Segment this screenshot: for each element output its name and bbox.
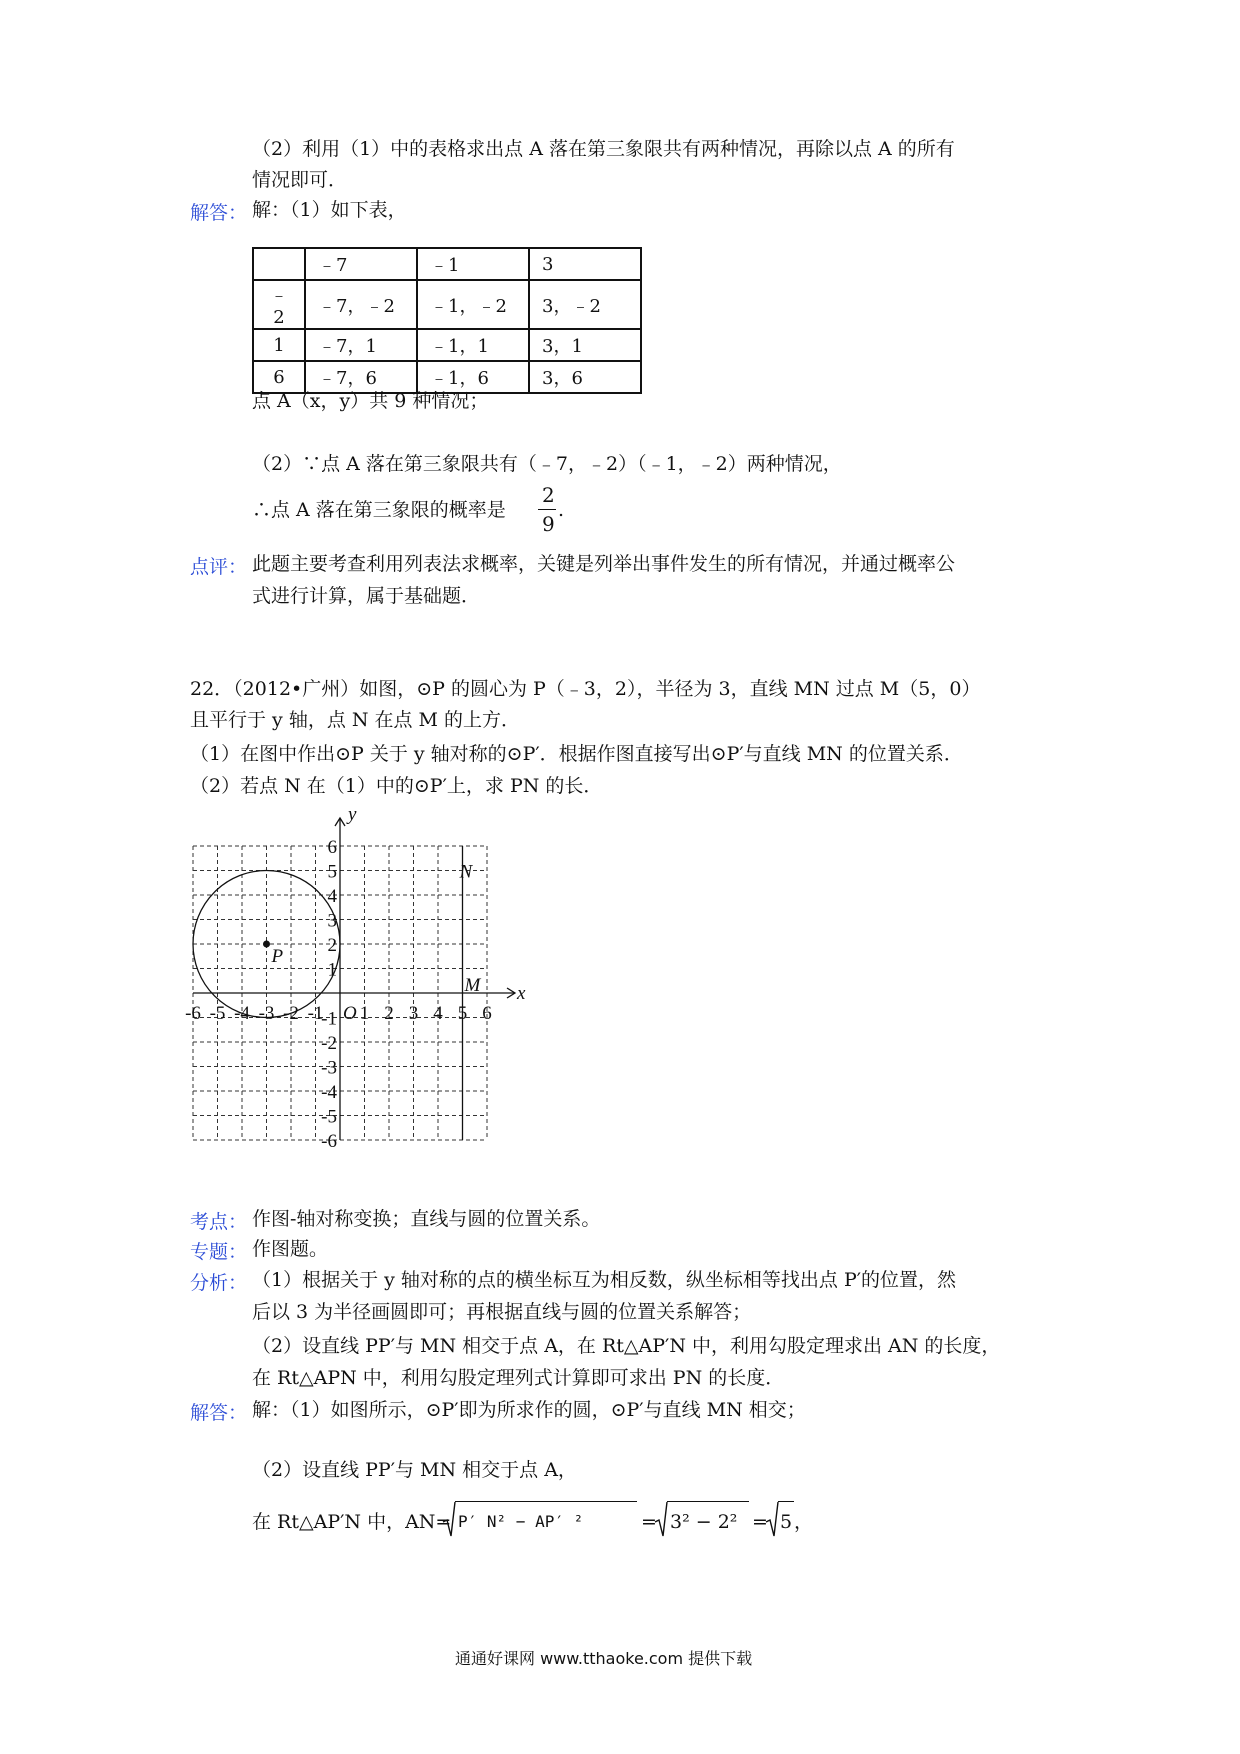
point-m-label: M: [464, 975, 481, 996]
y-tick-label: -3: [321, 1057, 337, 1079]
answer-intro: 解：（1）如下表，: [252, 199, 407, 221]
jieda-label: 解答：: [190, 1402, 248, 1424]
fraction-bar: [538, 509, 556, 510]
equals-2: =: [752, 1511, 768, 1533]
x-tick-label: -2: [283, 1003, 299, 1024]
answer-label: 解答：: [190, 202, 248, 224]
fraction-numerator: 2: [542, 483, 555, 507]
y-tick-label: -1: [321, 1008, 337, 1030]
q22-stem-line1: 22．（2012•广州）如图，⊙P 的圆心为 P（﹣3，2），半径为 3，直线 MN 过点 M（5，0）: [190, 678, 981, 700]
sqrt-radicand-1: P′ N² − AP′ ²: [458, 1512, 584, 1531]
sqrt-radicand-2: 3² − 2²: [670, 1511, 738, 1533]
table-cell: ﹣1，﹣2: [417, 280, 529, 329]
table-cell: 3，1: [529, 329, 641, 361]
y-tick-label: 6: [327, 837, 337, 858]
x-tick-label: -1: [307, 1003, 324, 1024]
table-cell: 3: [529, 248, 641, 280]
table-cell: ﹣7: [305, 248, 417, 280]
outcome-count: 点 A（x，y）共 9 种情况；: [252, 390, 489, 412]
comment-line1: 此题主要考查利用列表法求概率，关键是列举出事件发生的所有情况，并通过概率公: [252, 553, 956, 575]
table-cell: ﹣2: [253, 280, 305, 329]
origin-label: O: [343, 1003, 357, 1024]
sqrt-sign-icon: [654, 1500, 668, 1540]
fraction-denominator: 9: [542, 512, 555, 536]
x-tick-label: -3: [258, 1003, 275, 1024]
probability-text: ∴点 A 落在第三象限的概率是: [252, 499, 506, 521]
y-tick-label: 5: [327, 861, 337, 883]
part2-reason: （2）∵点 A 落在第三象限共有（﹣7，﹣2）（﹣1，﹣2）两种情况，: [252, 453, 842, 475]
y-tick-label: 2: [327, 935, 337, 956]
footer-text: 通通好课网 www.tthaoke.com 提供下载: [455, 1649, 753, 1668]
fenxi-1a: （1）根据关于 y 轴对称的点的横坐标互为相反数，纵坐标相等找出点 P′的位置，然: [252, 1269, 957, 1291]
y-tick-label: -4: [321, 1082, 337, 1103]
x-tick-label: 1: [359, 1003, 370, 1024]
fenxi-2b: 在 Rt△APN 中，利用勾股定理列式计算即可求出 PN 的长度．: [252, 1367, 785, 1389]
x-tick-label: -4: [234, 1003, 250, 1024]
table-cell: 3，6: [529, 361, 641, 393]
probability-end: .: [558, 499, 565, 521]
x-tick-label: 2: [384, 1003, 394, 1024]
analysis-part2-line2: 情况即可．: [252, 169, 348, 191]
jieda-2: （2）设直线 PP′与 MN 相交于点 A，: [252, 1459, 577, 1481]
sqrt-sign-icon: [765, 1500, 779, 1540]
table-cell: ﹣7，﹣2: [305, 280, 417, 329]
center-point-p: [263, 941, 270, 948]
point-p-label: P: [271, 946, 284, 967]
table-row: [253, 280, 641, 329]
y-tick-label: -2: [321, 1033, 337, 1054]
table-cell: [253, 248, 305, 280]
table-cell: 6: [253, 361, 305, 393]
x-axis-label: x: [517, 983, 526, 1004]
x-tick-label: -6: [185, 1003, 201, 1024]
fenxi-label: 分析：: [190, 1272, 248, 1294]
outcome-table: [252, 247, 642, 394]
x-tick-label: 6: [482, 1003, 492, 1024]
table-cell: 3，﹣2: [529, 280, 641, 329]
y-axis-label: y: [348, 804, 357, 825]
q22-part1: （1）在图中作出⊙P 关于 y 轴对称的⊙P′．根据作图直接写出⊙P′与直线 MN 的位置关系．: [190, 743, 963, 765]
sqrt-radicand-3: 5: [780, 1511, 793, 1533]
y-tick-label: 1: [327, 959, 337, 981]
point-n-label: N: [459, 861, 473, 883]
table-cell: ﹣1，1: [417, 329, 529, 361]
y-tick-label: 4: [327, 886, 337, 907]
x-tick-label: 4: [433, 1003, 443, 1024]
equals-1: =: [641, 1511, 657, 1533]
comment-line2: 式进行计算，属于基础题．: [252, 585, 481, 607]
q22-part2: （2）若点 N 在（1）中的⊙P′上，求 PN 的长．: [190, 775, 603, 797]
jieda-1: 解：（1）如图所示，⊙P′即为所求作的圆，⊙P′与直线 MN 相交；: [252, 1399, 806, 1421]
y-tick-label: 3: [327, 910, 337, 932]
sqrt-bar: [667, 1501, 749, 1502]
sqrt-sign-icon: [442, 1500, 456, 1540]
sqrt-bar: [778, 1501, 794, 1502]
q22-stem-line2: 且平行于 y 轴，点 N 在点 M 的上方．: [190, 709, 521, 731]
fenxi-2a: （2）设直线 PP′与 MN 相交于点 A，在 Rt△AP′N 中，利用勾股定理求出 AN 的长度，: [252, 1335, 1001, 1357]
x-tick-label: -5: [209, 1003, 226, 1024]
sqrt-bar: [455, 1501, 637, 1502]
table-row: [253, 248, 641, 280]
analysis-part2-line1: （2）利用（1）中的表格求出点 A 落在第三象限共有两种情况，再除以点 A 的所有: [252, 138, 955, 160]
comment-label: 点评：: [190, 556, 248, 578]
coordinate-figure: [180, 804, 540, 1152]
table-cell: 1: [253, 329, 305, 361]
fenxi-1b: 后以 3 为半径画圆即可；再根据直线与圆的位置关系解答；: [252, 1301, 752, 1323]
y-tick-label: -5: [321, 1106, 337, 1128]
x-tick-label: 3: [408, 1003, 419, 1024]
x-tick-label: 5: [457, 1003, 468, 1024]
zhuanti-label: 专题：: [190, 1241, 248, 1263]
jieda-3-prefix: 在 Rt△AP′N 中，AN=: [252, 1511, 452, 1533]
kaodian-text: 作图-轴对称变换；直线与圆的位置关系。: [252, 1208, 601, 1230]
kaodian-label: 考点：: [190, 1211, 248, 1233]
jieda-3-end: ，: [794, 1511, 814, 1533]
zhuanti-text: 作图题。: [252, 1238, 329, 1260]
y-tick-label: -6: [321, 1131, 337, 1152]
table-cell: ﹣1，6: [417, 361, 529, 393]
table-cell: ﹣7，6: [305, 361, 417, 393]
table-cell: ﹣1: [417, 248, 529, 280]
table-row: [253, 329, 641, 361]
table-cell: ﹣7，1: [305, 329, 417, 361]
